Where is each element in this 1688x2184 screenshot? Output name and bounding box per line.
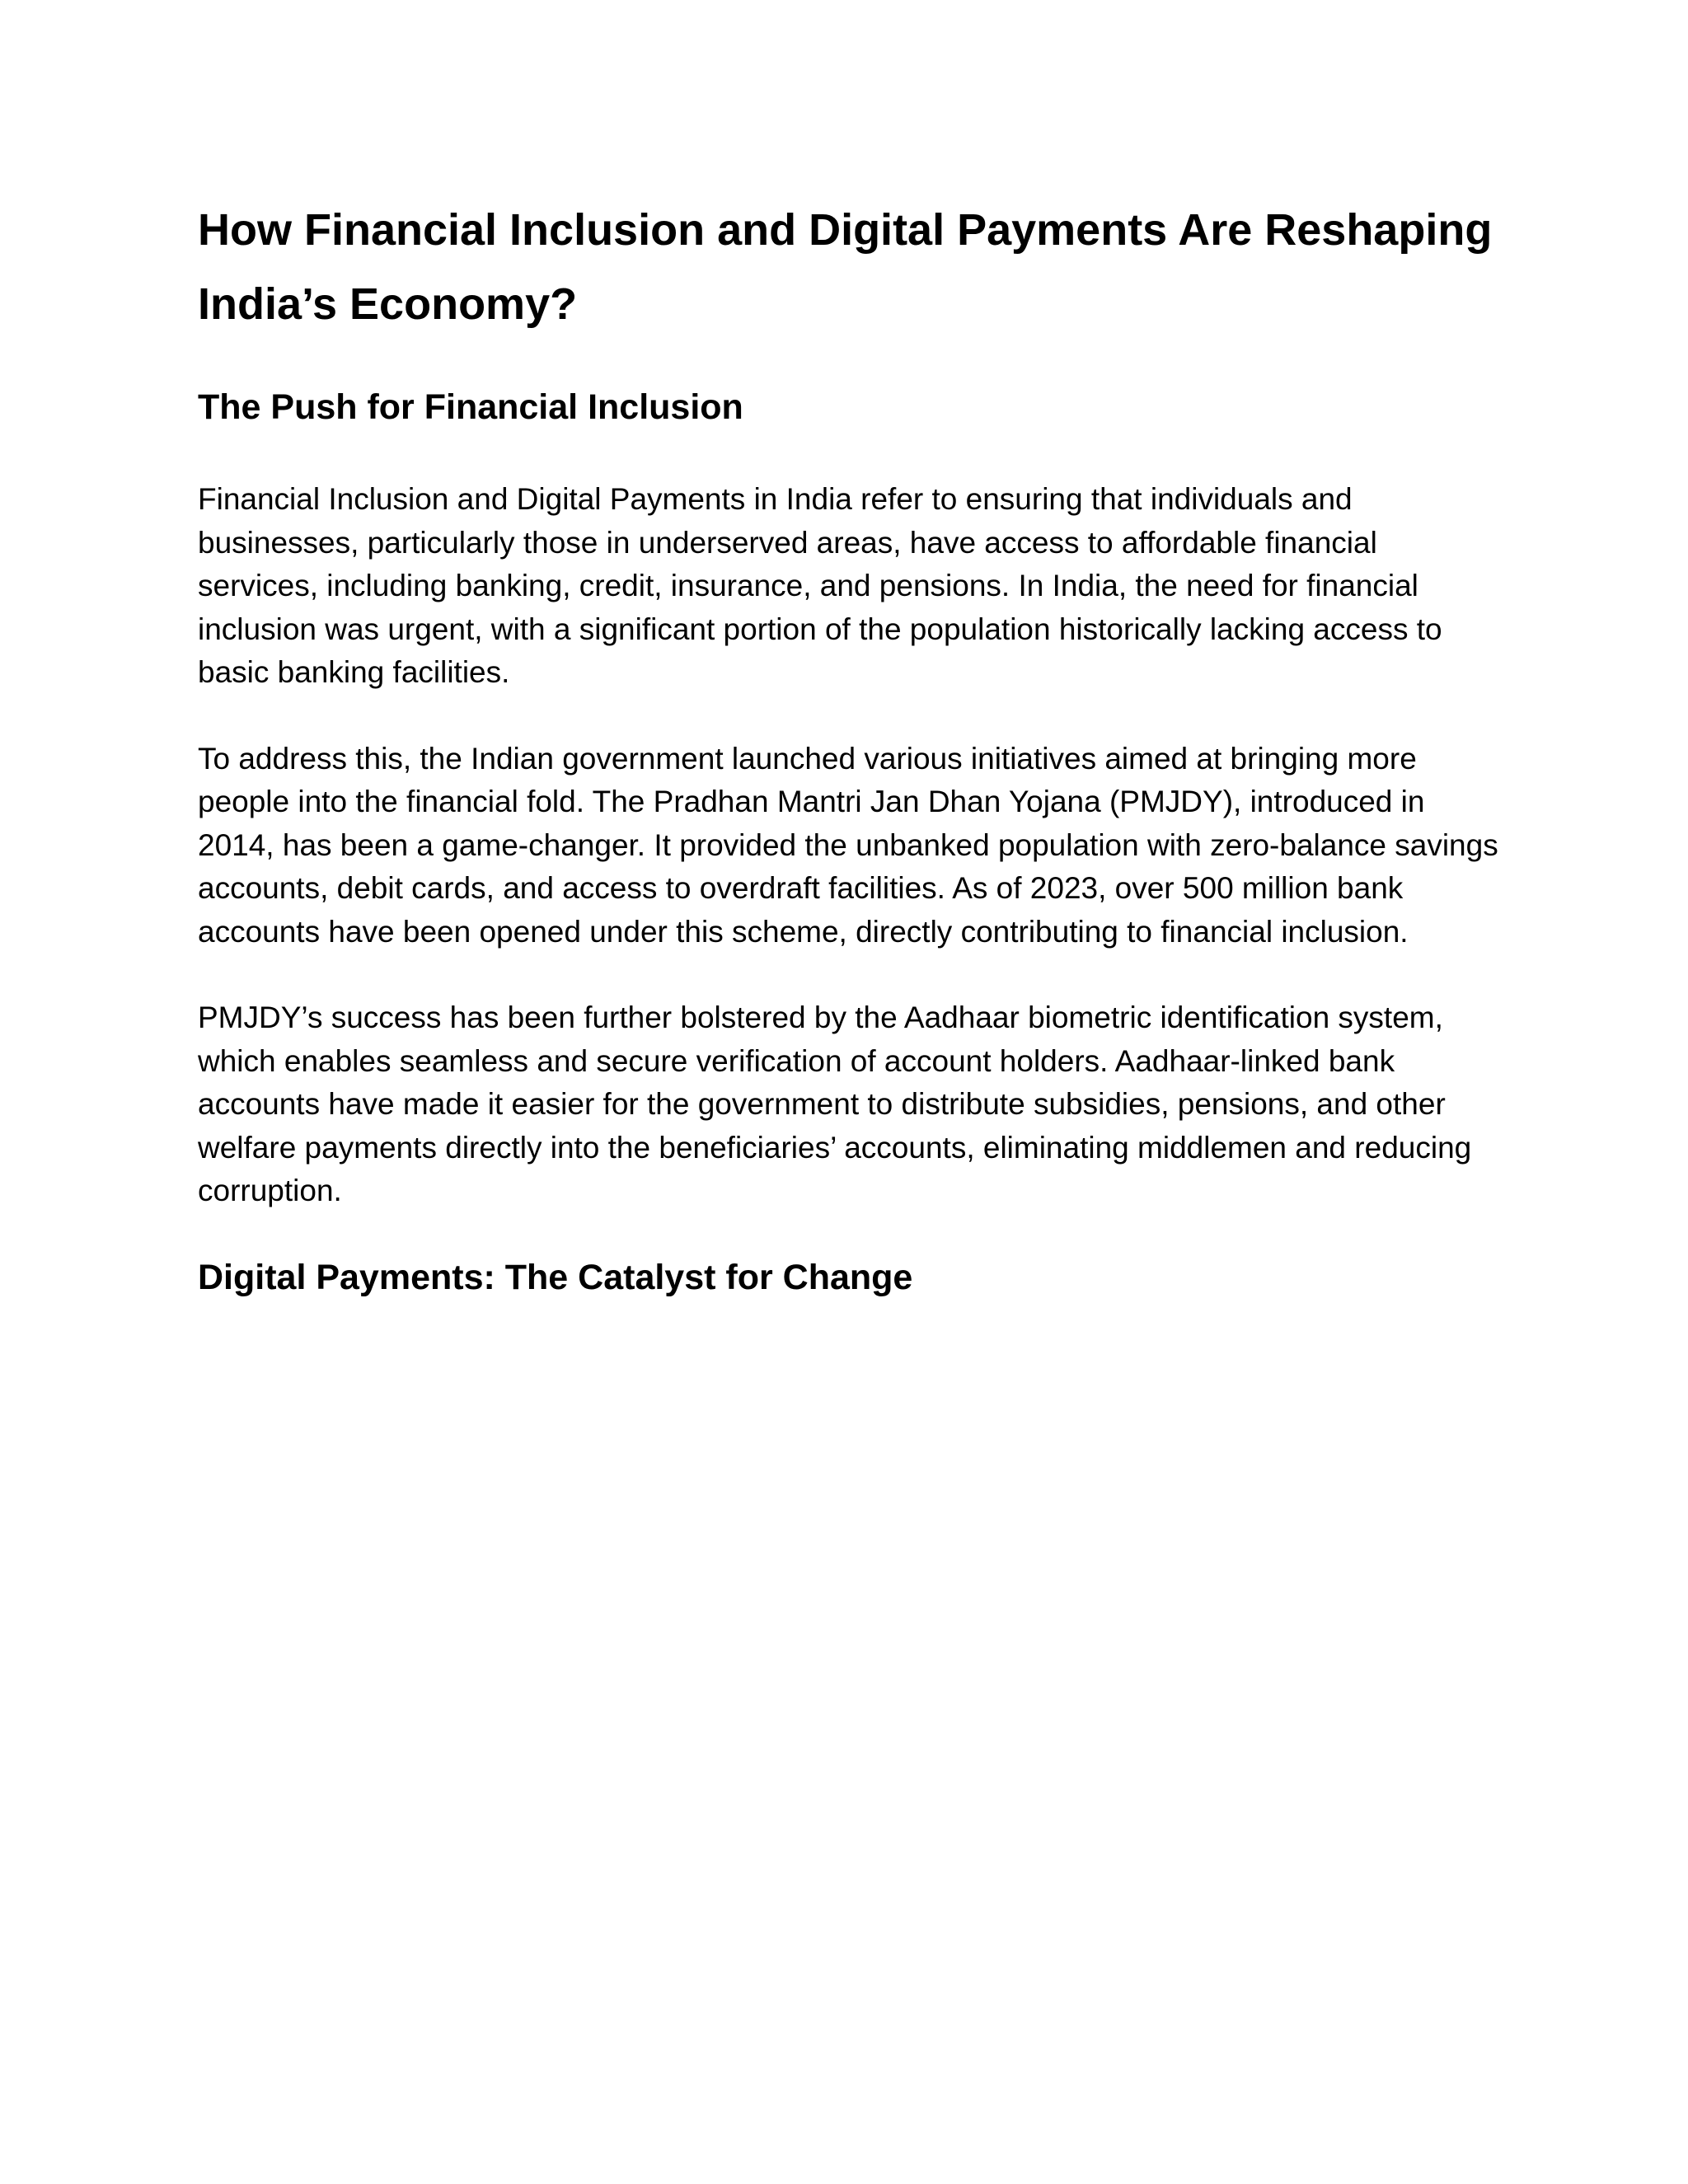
paragraph-pmjdy-initiative: To address this, the Indian government launched various initiatives aimed at bringing more people into the financial fold. The Pradhan Mantri Jan Dhan Yojana (PMJDY), introduced in 2014, has been a game-changer. It provided the unbanked population with zero-balance savings accounts, debit cards, and access to overdraft facilities. As of 2023, over 500 million bank accounts have been opened under this scheme, directly contributing to financial inclusion.: [198, 741, 1498, 949]
document-body: [198, 193, 1500, 1301]
section-heading-digital-payments: Digital Payments: The Catalyst for Change: [198, 1257, 913, 1297]
document-title: How Financial Inclusion and Digital Payments Are Reshaping India’s Economy?: [198, 205, 1493, 329]
paragraph-financial-inclusion-definition: Financial Inclusion and Digital Payments in India refer to ensuring that individuals and businesses, particularly those in underserved areas, have access to affordable financial services, including banking, credit, insurance, and pensions. In India, the need for financial inclusion was urgent, with a significant portion of the population historically lacking access to basic banking facilities.: [198, 482, 1442, 689]
section-heading-financial-inclusion: The Push for Financial Inclusion: [198, 387, 743, 427]
paragraph-aadhaar-system: PMJDY’s success has been further bolstered by the Aadhaar biometric identification system, which enables seamless and secure verification of account holders. Aadhaar-linked bank accounts have made it easier for the government to distribute subsidies, pensions, and other welfare payments directly into the beneficiaries’ accounts, eliminating middlemen and reducing corruption.: [198, 1001, 1472, 1207]
